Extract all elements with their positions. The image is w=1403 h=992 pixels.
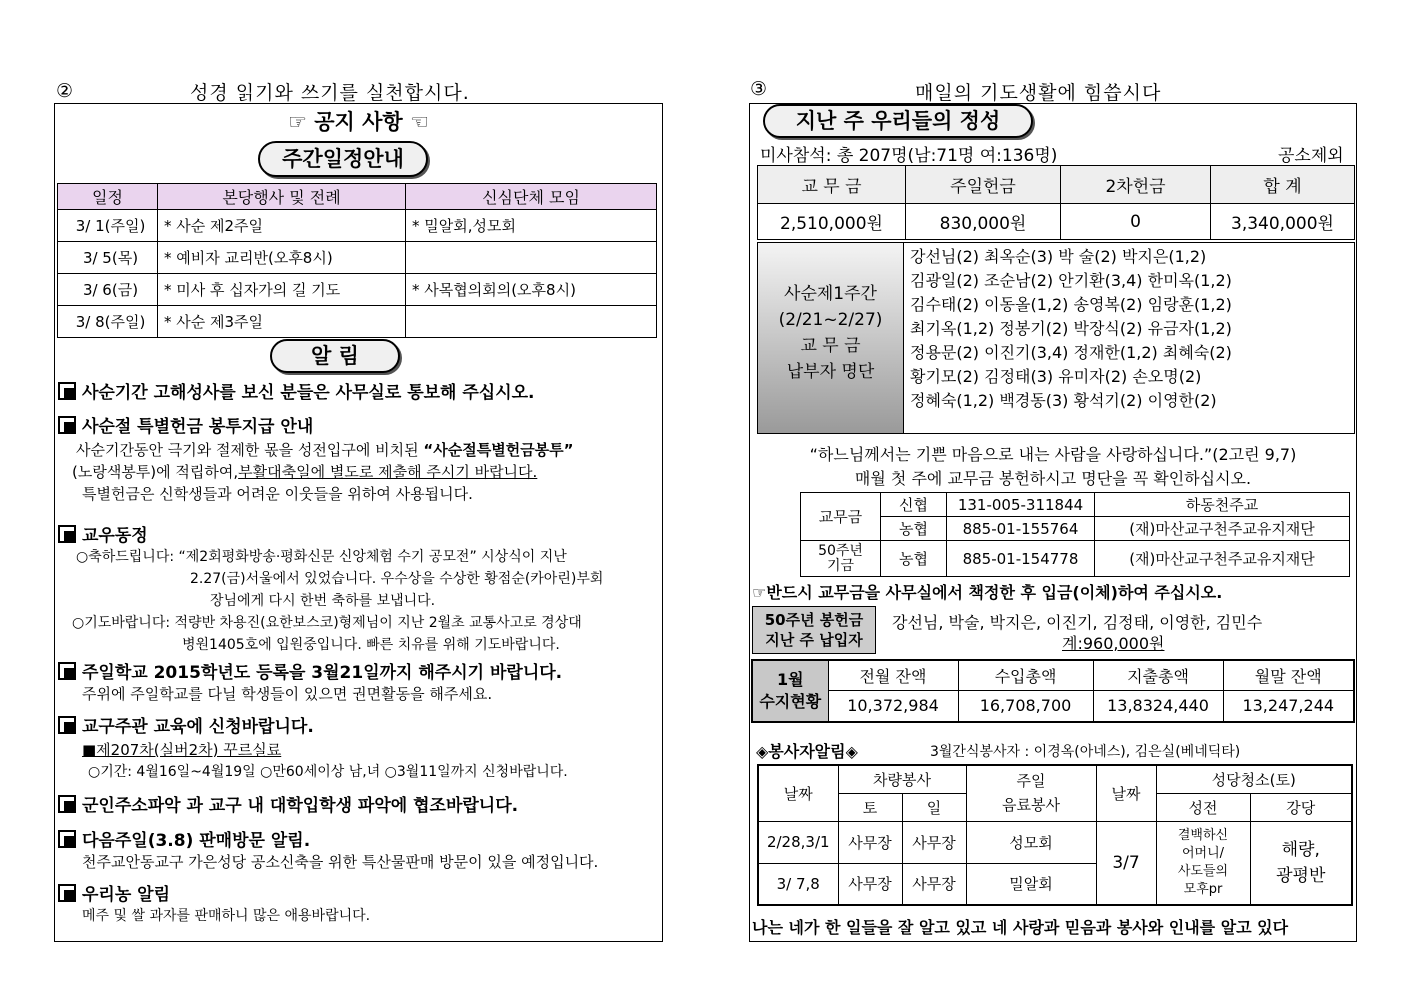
fifty-names: 강선님, 박술, 박지은, 이진기, 김정태, 이영한, 김민수 xyxy=(892,613,1263,632)
finance-table xyxy=(751,659,1355,723)
volunteer-cell: 사무장 xyxy=(838,821,902,863)
notice-parish-news xyxy=(58,521,658,656)
notice-text: 천주교안동교구 가은성당 공소신축을 위한 특산물판매 방문이 있을 예정입니다. xyxy=(82,853,599,871)
account-bank: 농협 xyxy=(881,517,947,541)
finance-header: 수입총액 xyxy=(958,660,1093,690)
account-holder: (재)마산교구천주교유지재단 xyxy=(1095,517,1350,541)
volunteer-cell: 해량, 광평반 xyxy=(1250,821,1352,905)
schedule-row xyxy=(58,210,657,242)
notice-title: ☞ 공지 사항 ☜ xyxy=(288,110,429,134)
page-header-left: 성경 읽기와 쓰기를 실천합시다. xyxy=(190,82,470,104)
schedule-group: * 사목협의회의(오후8시) xyxy=(406,274,657,306)
page-header-right: 매일의 기도생활에 힘씁시다 xyxy=(915,82,1162,104)
bullet-box-icon xyxy=(58,662,76,680)
offering-value: 830,000원 xyxy=(906,204,1061,240)
notice-diocese-education xyxy=(58,712,658,783)
attendance-note: 공소제외 xyxy=(1278,146,1344,166)
offering-value: 3,340,000원 xyxy=(1211,204,1355,240)
footer-verse: 나는 네가 한 일들을 잘 알고 있고 네 사랑과 믿음과 봉사와 인내를 알고 있다 xyxy=(752,918,1289,937)
donor-line: 김광일(2) 조순남(2) 안기환(3,4) 한미옥(1,2) xyxy=(910,271,1232,290)
donor-list xyxy=(910,245,1232,413)
offering-header: 합 계 xyxy=(1211,166,1355,204)
volunteer-cell: 결백하신 어머니/ 사도들의 모후pr xyxy=(1156,821,1250,905)
donor-label-line: 납부자 명단 xyxy=(786,362,875,382)
donor-label-line: 사순제1주간 xyxy=(784,284,877,304)
account-table xyxy=(800,492,1350,577)
finance-header: 월말 잔액 xyxy=(1223,660,1354,690)
schedule-event: * 미사 후 십자가의 길 기도 xyxy=(158,274,406,306)
volunteer-cell: 2/28,3/1 xyxy=(758,821,838,863)
volunteer-header: 주일 음료봉사 xyxy=(966,765,1096,821)
bullet-box-icon xyxy=(58,884,76,902)
notice-title-text: 다음주일(3.8) 판매방문 알림. xyxy=(82,831,311,851)
schedule-header-event: 본당행사 및 전례 xyxy=(158,184,406,210)
notices-title: 알 림 xyxy=(270,339,400,373)
schedule-row xyxy=(58,274,657,306)
schedule-event: * 사순 제2주일 xyxy=(158,210,406,242)
offering-title: 지난 주 우리들의 정성 xyxy=(763,104,1033,138)
schedule-group: * 밀알회,성모회 xyxy=(406,210,657,242)
donor-line: 황기모(2) 김정태(3) 유미자(2) 손오명(2) xyxy=(910,367,1202,386)
notice-text: 사순기간동안 극기와 절제한 몫을 성전입구에 비치된 xyxy=(76,441,424,459)
notice-confession xyxy=(58,378,658,403)
bible-quote: “하느님께서는 기쁜 마음으로 내는 사람을 사랑하십니다.”(2고린 9,7) xyxy=(809,445,1297,464)
page-number-right: ③ xyxy=(750,78,768,100)
finance-header: 지출총액 xyxy=(1093,660,1223,690)
notice-title-text: 교구주관 교육에 신청바랍니다. xyxy=(82,717,314,737)
schedule-group xyxy=(406,306,657,338)
notice-title-text: 우리농 알림 xyxy=(82,885,171,905)
schedule-row xyxy=(58,306,657,338)
schedule-title: 주간일정안내 xyxy=(258,141,428,177)
notice-text: ○기간: 4월16일~4월19일 ○만60세이상 남,녀 ○3월11일까지 신청바랍니다. xyxy=(88,764,568,780)
donor-line: 최기옥(1,2) 정봉기(2) 박장식(2) 유금자(1,2) xyxy=(910,319,1232,338)
finance-value: 10,372,984 xyxy=(828,690,958,722)
volunteer-cell: 사무장 xyxy=(902,863,966,905)
donor-label xyxy=(758,243,904,433)
schedule-date: 3/ 8(주일) xyxy=(58,306,158,338)
account-type: 50주년 기금 xyxy=(801,541,881,577)
volunteer-cell: 3/7 xyxy=(1096,821,1156,905)
schedule-date: 3/ 1(주일) xyxy=(58,210,158,242)
account-type: 교무금 xyxy=(801,493,881,541)
account-holder: (재)마산교구천주교유지재단 xyxy=(1095,541,1350,577)
schedule-header-date: 일정 xyxy=(58,184,158,210)
volunteer-title: ◈봉사자알림◈ xyxy=(756,742,858,761)
volunteer-cell: 3/ 7,8 xyxy=(758,863,838,905)
schedule-row xyxy=(58,242,657,274)
notice-emphasis: “사순절특별헌금봉투” xyxy=(423,441,574,459)
volunteer-header: 날짜 xyxy=(758,765,838,821)
page-number-left: ② xyxy=(56,80,74,102)
offering-header: 교 무 금 xyxy=(758,166,906,204)
volunteer-note: 3월간식봉사자 : 이경옥(아네스), 김은실(베네딕타) xyxy=(930,744,1241,760)
notice-title-text: 주일학교 2015학년도 등록을 3월21일까지 해주시기 바랍니다. xyxy=(82,663,563,683)
volunteer-cell: 성모회 xyxy=(966,821,1096,863)
notice-text: 2.27(금)서울에서 있었습니다. 우수상을 수상한 황점순(카아린)부회 xyxy=(190,571,604,587)
account-holder: 하동천주교 xyxy=(1095,493,1350,517)
notice-title-text: 사순절 특별헌금 봉투지급 안내 xyxy=(82,417,314,437)
finance-header: 전월 잔액 xyxy=(828,660,958,690)
notice-text: (노랑색봉투)에 적립하여, xyxy=(72,463,239,481)
finance-value: 13,8324,440 xyxy=(1093,690,1223,722)
notice-sales-visit xyxy=(58,826,658,873)
donor-line: 김수태(2) 이동올(1,2) 송영복(2) 임랑훈(1,2) xyxy=(910,295,1232,314)
volunteer-header: 성당청소(토) xyxy=(1156,765,1352,793)
notice-text: ○기도바랍니다: 적량반 차용진(요한보스코)형제님이 지난 2월초 교통사고로 경상대 xyxy=(72,615,582,631)
notice-text: 메주 및 쌀 과자를 판매하니 많은 애용바랍니다. xyxy=(82,908,371,924)
finance-label: 1월 수지현황 xyxy=(752,660,828,722)
schedule-event: * 예비자 교리반(오후8시) xyxy=(158,242,406,274)
deposit-notice: ☞반드시 교무금을 사무실에서 책정한 후 입금(이체)하여 주십시오. xyxy=(752,583,1223,602)
offering-reminder: 매월 첫 주에 교무금 봉헌하시고 명단을 꼭 확인하십시오. xyxy=(854,469,1252,488)
volunteer-table xyxy=(757,764,1353,906)
donor-label-line: 교 무 금 xyxy=(800,336,861,356)
offering-table xyxy=(757,165,1355,240)
schedule-table xyxy=(57,183,657,338)
donor-line: 정용문(2) 이진기(3,4) 정재한(1,2) 최혜숙(2) xyxy=(910,343,1232,362)
offering-header: 2차헌금 xyxy=(1061,166,1211,204)
attendance-text: 미사참석: 총 207명(남:71명 여:136명) xyxy=(760,146,1058,166)
bullet-box-icon xyxy=(58,795,76,813)
finance-value: 16,708,700 xyxy=(958,690,1093,722)
notice-underline: 부활대축일에 별도로 제출해 주시기 바랍니다. xyxy=(238,463,538,481)
fifty-label: 50주년 봉헌금 지난 주 납입자 xyxy=(752,606,876,654)
fifty-total: 계:960,000원 xyxy=(1062,634,1165,653)
notice-military xyxy=(58,791,658,816)
account-number: 131-005-311844 xyxy=(947,493,1095,517)
offering-header: 주일헌금 xyxy=(906,166,1061,204)
bullet-box-icon xyxy=(58,382,76,400)
notice-text: ○축하드립니다: “제2회평화방송·평화신문 신앙체험 수기 공모전” 시상식이 지난 xyxy=(76,549,567,565)
offering-value: 0 xyxy=(1061,204,1211,240)
volunteer-header: 일 xyxy=(902,793,966,821)
volunteer-header: 차량봉사 xyxy=(838,765,966,793)
notice-text: 병원1405호에 입원중입니다. 빠른 치유를 위해 기도바랍니다. xyxy=(182,637,560,653)
notice-title-text: 사순기간 고해성사를 보신 분들은 사무실로 통보해 주십시오. xyxy=(82,383,535,403)
notice-title-text: 군인주소파악 과 교구 내 대학입학생 파악에 협조바랍니다. xyxy=(82,796,519,816)
account-bank: 농협 xyxy=(881,541,947,577)
notice-text: 주위에 주일학교를 다닐 학생들이 있으면 권면활동을 해주세요. xyxy=(82,685,493,703)
notice-text: 특별헌금은 신학생들과 어려운 이웃들을 위하여 사용됩니다. xyxy=(82,485,473,503)
donor-line: 강선님(2) 최옥순(3) 박 술(2) 박지은(1,2) xyxy=(910,247,1207,266)
volunteer-header: 강당 xyxy=(1250,793,1352,821)
volunteer-header: 날짜 xyxy=(1096,765,1156,821)
account-bank: 신협 xyxy=(881,493,947,517)
schedule-date: 3/ 6(금) xyxy=(58,274,158,306)
schedule-event: * 사순 제3주일 xyxy=(158,306,406,338)
donor-label-line: (2/21~2/27) xyxy=(778,310,883,330)
account-number: 885-01-154778 xyxy=(947,541,1095,577)
schedule-header-group: 신심단체 모임 xyxy=(406,184,657,210)
volunteer-cell: 밀알회 xyxy=(966,863,1096,905)
notice-farm xyxy=(58,880,658,927)
offering-value: 2,510,000원 xyxy=(758,204,906,240)
schedule-group xyxy=(406,242,657,274)
schedule-date: 3/ 5(목) xyxy=(58,242,158,274)
notice-underline: ■제207차(실버2차) 꾸르실료 xyxy=(82,741,282,759)
account-number: 885-01-155764 xyxy=(947,517,1095,541)
finance-value: 13,247,244 xyxy=(1223,690,1354,722)
notice-sunday-school xyxy=(58,658,658,705)
bullet-box-icon xyxy=(58,830,76,848)
donor-line: 정혜숙(1,2) 백경동(3) 황석기(2) 이영한(2) xyxy=(910,391,1217,410)
volunteer-header: 성전 xyxy=(1156,793,1250,821)
volunteer-cell: 사무장 xyxy=(838,863,902,905)
volunteer-cell: 사무장 xyxy=(902,821,966,863)
notice-special-offering xyxy=(58,412,658,505)
notice-title-text: 교우동정 xyxy=(82,526,148,546)
bullet-box-icon xyxy=(58,416,76,434)
volunteer-header: 토 xyxy=(838,793,902,821)
notice-text: 장님에게 다시 한번 축하를 보냅니다. xyxy=(210,593,436,609)
bullet-box-icon xyxy=(58,716,76,734)
bullet-box-icon xyxy=(58,525,76,543)
